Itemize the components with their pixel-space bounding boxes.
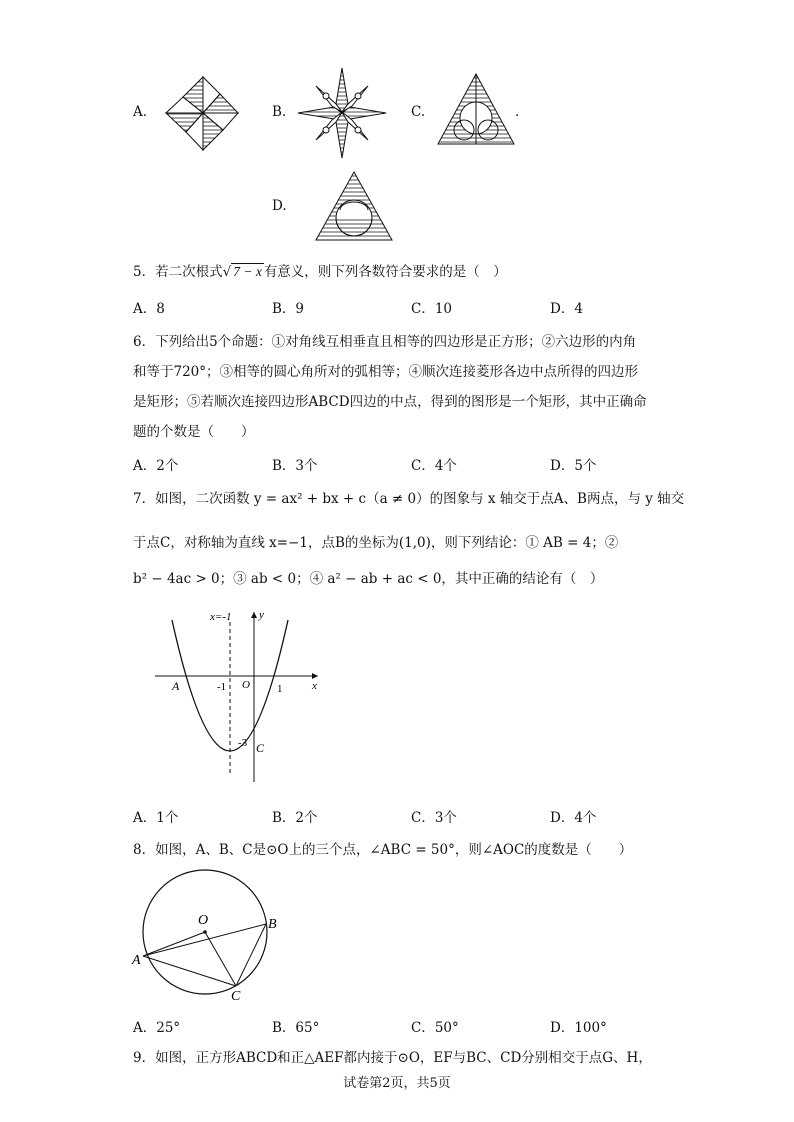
q6-option-b: B．3个 xyxy=(272,458,318,474)
segment-ab xyxy=(143,924,266,956)
q5-option-a: A．8 xyxy=(133,301,165,317)
page-footer: 试卷第2页，共5页 xyxy=(343,1076,451,1091)
graph-label-minus1: -1 xyxy=(217,681,227,693)
q5-prefix: 5．若二次根式 xyxy=(133,264,223,280)
graph-label-y: y xyxy=(259,609,264,621)
q4-option-c-suffix: . xyxy=(515,104,520,120)
q7-option-a: A．1个 xyxy=(133,810,179,826)
q7-line-2: 于点C，对称轴为直线 x=−1，点B的坐标为(1,0)，则下列结论：① AB = 4；② xyxy=(133,535,619,551)
center-point xyxy=(203,930,207,934)
q6-option-c: C．4个 xyxy=(411,458,457,474)
q7-line-1: 7．如图，二次函数 y = ax² + bx + c（a ≠ 0）的图象与 x 轴交于点A、B两点，与 y 轴交 xyxy=(133,491,685,507)
graph-label-one: 1 xyxy=(277,683,283,695)
q5-suffix: 有意义，则下列各数符合要求的是（ ） xyxy=(263,264,507,280)
q8-option-a: A．25° xyxy=(133,1020,181,1036)
q7-option-d: D．4个 xyxy=(550,810,597,826)
q7-option-b: B．2个 xyxy=(272,810,318,826)
q5-option-c: C．10 xyxy=(411,301,453,317)
q6-line-3: 是矩形；⑤若顺次连接四边形ABCD四边的中点，得到的图形是一个矩形，其中正确命 xyxy=(133,394,647,410)
figure-label-o: O xyxy=(198,913,209,928)
q6-option-a: A．2个 xyxy=(133,458,179,474)
q5-radicand: 7 − x xyxy=(233,264,262,279)
q8-option-d: D．100° xyxy=(550,1020,607,1036)
q6-line-2: 和等于720°；③相等的圆心角所对的弧相等；④顺次连接菱形各边中点所得的四边形 xyxy=(133,364,639,380)
graph-label-minus3: -3 xyxy=(238,737,248,749)
sqrt-sign: √ xyxy=(222,264,232,280)
q6-line-4: 题的个数是（ ） xyxy=(133,424,255,440)
q4-option-c-label: C. xyxy=(411,104,426,120)
q7-option-c: C．3个 xyxy=(411,810,457,826)
triangle-band-figure xyxy=(314,170,394,242)
q9-stem: 9．如图，正方形ABCD和正△AEF都内接于⊙O，EF与BC、CD分别相交于点G、H， xyxy=(133,1050,652,1066)
graph-label-a: A xyxy=(172,679,180,693)
segment-ao xyxy=(143,932,205,956)
q8-option-c: C．50° xyxy=(411,1020,459,1036)
q4-option-d-label: D. xyxy=(272,198,287,214)
q5-option-b: B．9 xyxy=(272,301,305,317)
q4-option-b-label: B. xyxy=(272,104,287,120)
figure-label-c: C xyxy=(231,989,241,1004)
q5-option-d: D．4 xyxy=(550,301,583,317)
q5-stem xyxy=(133,260,507,280)
q4-option-a-label: A. xyxy=(133,104,148,120)
segment-bc xyxy=(236,924,266,986)
q6-option-d: D．5个 xyxy=(550,458,597,474)
figure-label-b: B xyxy=(268,917,277,932)
graph-label-o: O xyxy=(242,679,250,691)
figure-label-a: A xyxy=(132,953,141,968)
q6-line-1: 6．下列给出5个命题：①对角线互相垂直且相等的四边形是正方形；②六边形的内角 xyxy=(133,334,637,350)
triangle-circles-figure xyxy=(436,72,516,146)
compass-star-figure xyxy=(296,66,388,160)
graph-label-c: C xyxy=(256,741,265,755)
parabola-graph xyxy=(150,606,330,786)
q8-option-b: B．65° xyxy=(272,1020,320,1036)
q8-stem: 8．如图，A、B、C是⊙O上的三个点，∠ABC = 50°，则∠AOC的度数是（ ） xyxy=(133,842,633,858)
pinwheel-figure xyxy=(158,72,248,154)
q7-line-3: b² − 4ac > 0；③ ab < 0；④ a² − ab + ac < 0，其中正确的结论有（ ） xyxy=(133,571,604,587)
circle-figure xyxy=(130,858,290,1006)
graph-label-x: x xyxy=(312,680,317,692)
graph-label-axis-line: x=-1 xyxy=(210,611,232,623)
